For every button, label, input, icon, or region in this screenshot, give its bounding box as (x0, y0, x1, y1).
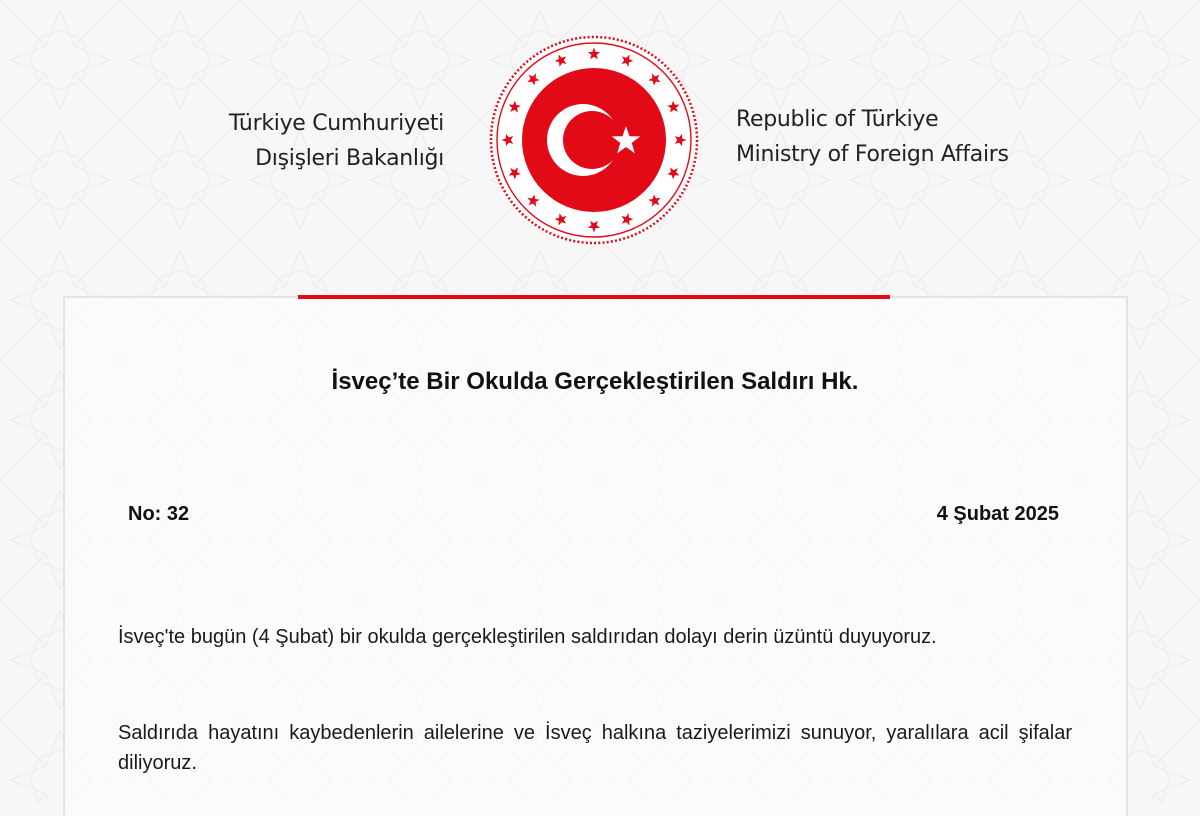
header-divider (298, 295, 890, 299)
statement-date: 4 Şubat 2025 (936, 503, 1059, 525)
body-paragraph-1: İsveç'te bugün (4 Şubat) bir okulda gerçekleştirilen saldırıdan dolayı derin üzüntü duyuyoruz. (118, 626, 937, 648)
ministry-name-turkish-line2: Dışişleri Bakanlığı (255, 146, 444, 171)
ministry-seal-icon (486, 32, 702, 248)
statement-number: No: 32 (128, 503, 190, 525)
ministry-name-turkish (184, 106, 444, 176)
ministry-name-english-line2: Ministry of Foreign Affairs (736, 142, 1009, 167)
body-paragraph-2: Saldırıda hayatını kaybedenlerin ailelerine ve İsveç halkına taziyelerimizi sunuyor, yaralılara acil şifalar diliyoruz. (118, 722, 1072, 774)
ministry-name-english-line1: Republic of Türkiye (736, 107, 939, 132)
document-title: İsveç’te Bir Okulda Gerçekleştirilen Saldırı Hk. (331, 368, 859, 395)
ministry-name-english (736, 102, 1036, 172)
ministry-name-turkish-line1: Türkiye Cumhuriyeti (228, 111, 444, 136)
